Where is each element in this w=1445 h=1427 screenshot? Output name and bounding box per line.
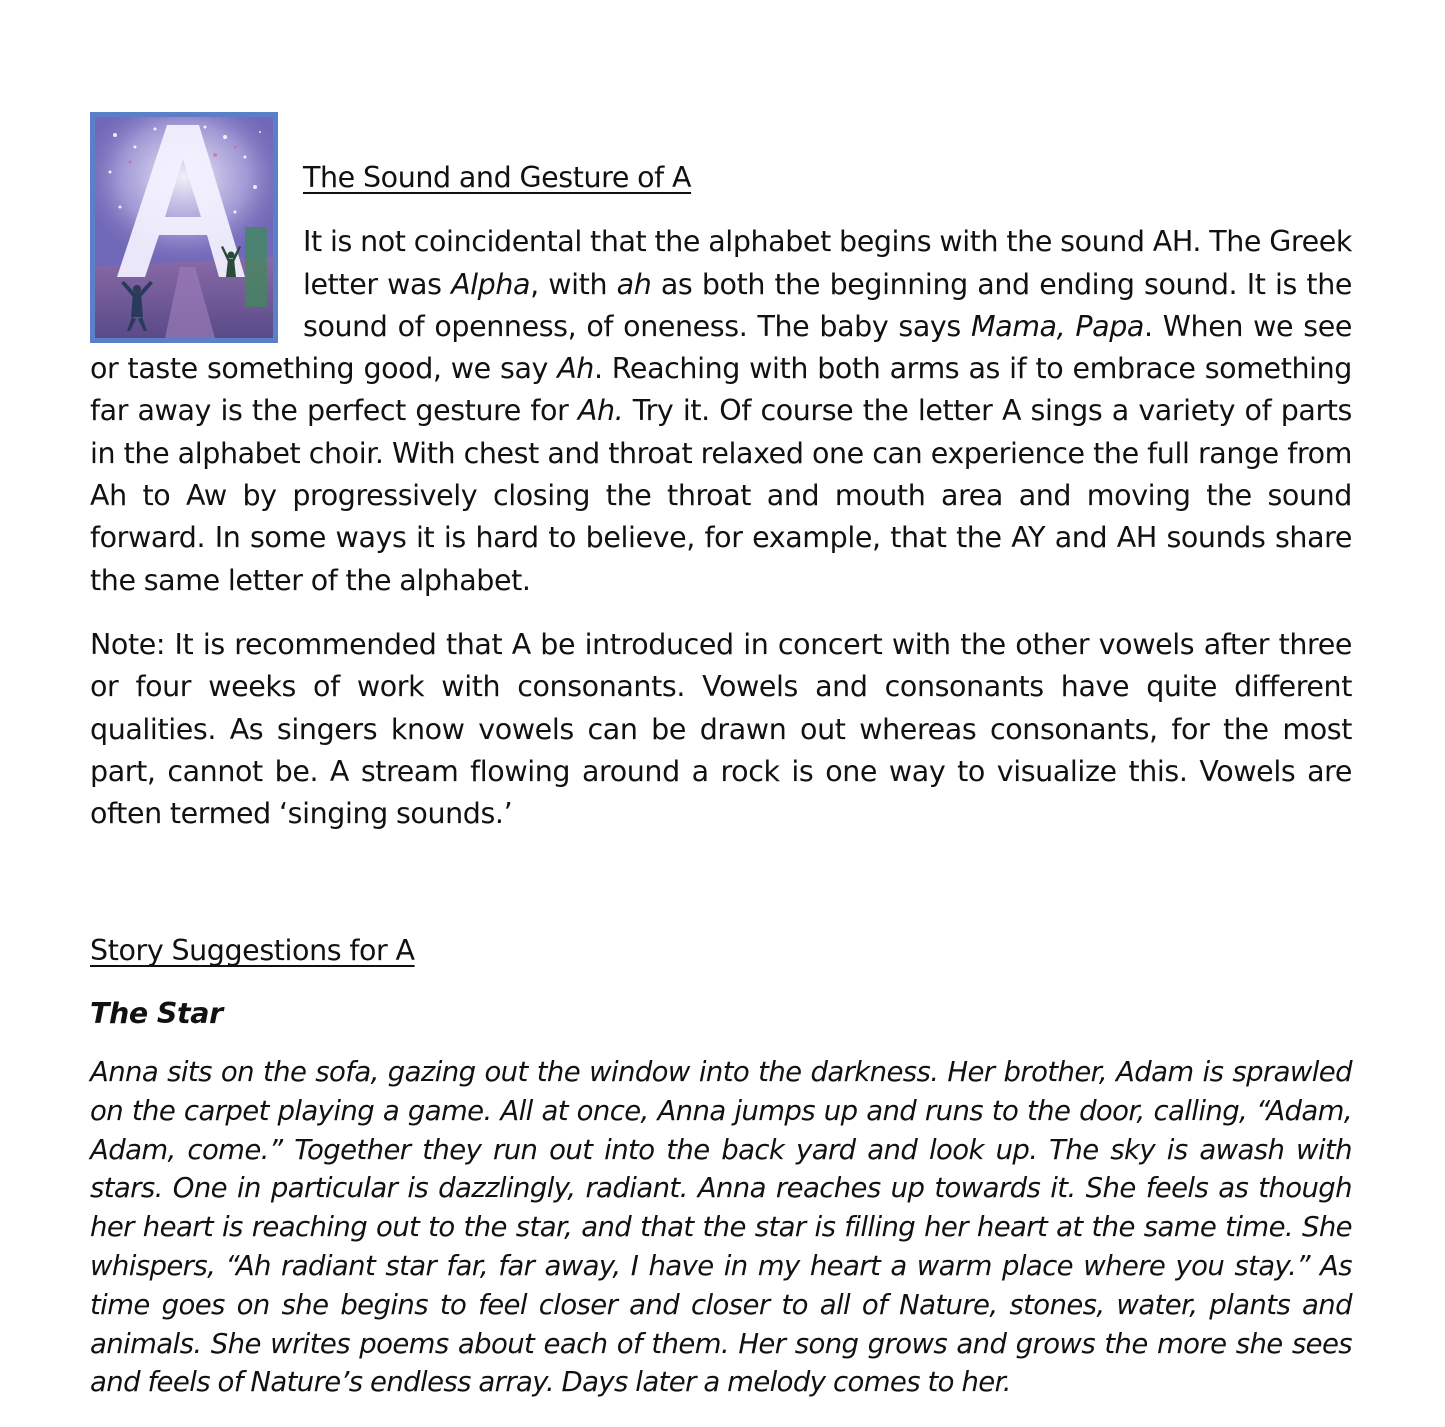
section-heading-story-suggestions: Story Suggestions for A <box>90 934 415 968</box>
story-title: The Star <box>90 996 223 1030</box>
note-paragraph: Note: It is recommended that A be introduced in concert with the other vowels after three or four weeks of work with consonants. Vowels and consonants have quite different qualities. As singers know vowels can be drawn out whereas consonants, for the most part, cannot be. A stream flowing around a rock is one way to visualize this. Vowels are often termed ‘singing sounds.’ <box>90 627 1352 831</box>
story-paragraph: Anna sits on the sofa, gazing out the window into the darkness. Her brother, Adam is sprawled on the carpet playing a game. All at once, Anna jumps up and runs to the door, calling, “Adam, Adam, come.” Together they run out into the back yard and look up. The sky is awash with stars. One in particular is dazzlingly, radiant. Anna reaches up towards it. She feels as though her heart is reaching out to the star, and that the star is filling her heart at the same time. She whispers, “Ah radiant star far, far away, I have in my heart a warm place where you stay.” As time goes on she begins to feel closer and closer to all of Nature, stones, water, plants and animals. She writes poems about each of them. Her song grows and grows the more she sees and feels of Nature’s endless array. Days later a melody comes to her. <box>90 1056 1352 1399</box>
section-heading-sound-gesture: The Sound and Gesture of A <box>303 161 692 194</box>
document-page <box>90 112 1352 1402</box>
letter-a-illustration-icon <box>90 112 278 343</box>
paragraph-sound-of-a: It is not coincidental that the alphabet begins with the sound AH. The Greek letter was Alpha, with ah as both the beginning and ending sound. It is the sound of openness, of oneness. The baby says Mama, Papa. When we see or taste something good, we say Ah. Reaching with both arms as if to embrace something far away is the perfect gesture for Ah. Try it. Of course the letter A sings a variety of parts in the alphabet choir. With chest and throat relaxed one can experience the full range from Ah to Aw by progressively closing the throat and mouth area and moving the sound forward. In some ways it is hard to believe, for example, that the AY and AH sounds share the same letter of the alphabet. <box>90 225 1353 597</box>
